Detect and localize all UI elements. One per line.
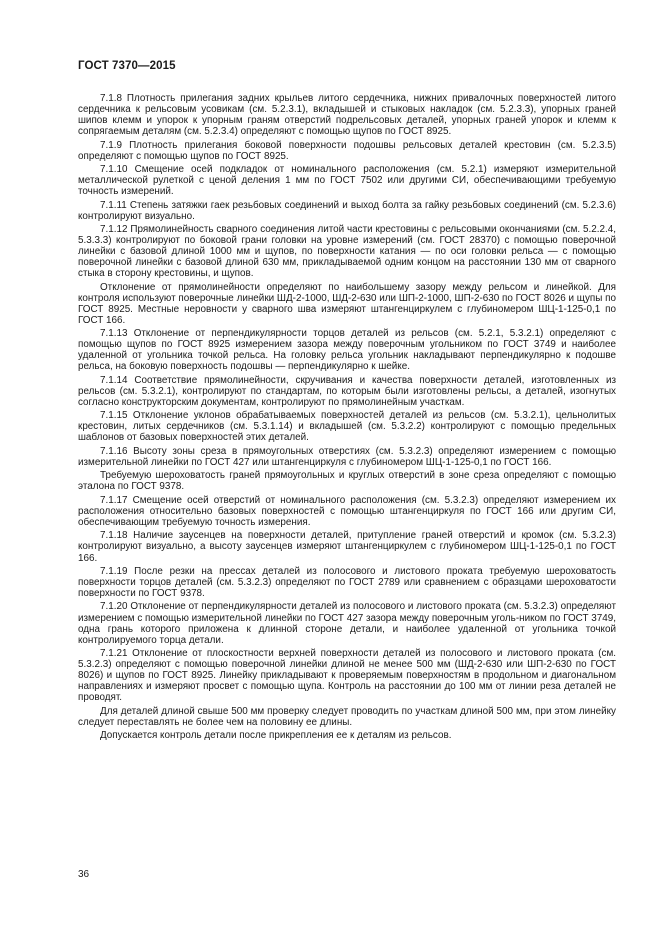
paragraph-7-1-18: 7.1.18 Наличие заусенцев на поверхности деталей, притупление граней отверстий и кромок (см. 5.3.2.3) контролируют визуально, а высоту заусенцев измеряют штангенциркулем с глубиномером ШЦ-1-125-0,1 по ГОСТ 166. [78, 530, 616, 564]
paragraph-7-1-8: 7.1.8 Плотность прилегания задних крыльев литого сердечника, нижних привалочных поверхностей литого сердечника к рельсовым усовикам (см. 5.2.3.1), вкладышей и стыковых накладок (см. 5.2.3.3), упорных граней шипов клемм и упорок к упорным граням отверстий подрельсовых деталей, упорных граней упорок и клемм к сопрягаемым деталям (см. 5.2.3.4) определяют с помощью щупов по ГОСТ 8925. [78, 93, 616, 138]
document-body [78, 93, 616, 744]
paragraph-7-1-21: 7.1.21 Отклонение от плоскостности верхней поверхности деталей из полосового и листового проката (см. 5.3.2.3) определяют с помощью поверочной линейки длиной не менее 500 мм (ШД-2-630 или ШП-2-630 по ГОСТ 8026) и щупов по ГОСТ 8925. Линейку прикладывают к проверяемым поверхностям в продольном и диагональном направлениях и измеряют просвет с помощью щупа. Контроль на расстоянии до 100 мм от линии реза деталей не проводят. [78, 648, 616, 704]
page-number: 36 [78, 869, 90, 880]
paragraph-7-1-14: 7.1.14 Соответствие прямолинейности, скручивания и качества поверхности деталей, изготовленных из рельсов (см. 5.3.2.1), контролируют по стандартам, по которым были изготовлены рельсы, а деталей, изогнутых согласно конструкторским документам, контролируют по прямолинейным участкам. [78, 374, 616, 408]
paragraph-7-1-12-continuation: Отклонение от прямолинейности определяют по наибольшему зазору между рельсом и линейкой. Для контроля используют поверочные линейки ШД-2-1000, ШД-2-630 или ШП-2-1000, ШП-2-630 по ГОСТ 8026 и щупы по ГОСТ 8925. Местные неровности у сварного шва измеряют штангенциркулем с глубиномером ШЦ-1-125-0,1 по ГОСТ 166. [78, 281, 616, 326]
document-header: ГОСТ 7370—2015 [78, 60, 176, 72]
paragraph-7-1-17: 7.1.17 Смещение осей отверстий от номинального расположения (см. 5.3.2.3) определяют измерением их расположения относительно базовых поверхностей с помощью штангенциркуля по ГОСТ 166 или другим СИ, обеспечивающим требуемую точность измерения. [78, 494, 616, 528]
paragraph-7-1-10: 7.1.10 Смещение осей подкладок от номинального расположения (см. 5.2.1) измеряют измерительной металлической рулеткой с ценой деления 1 мм по ГОСТ 7502 или другими СИ, обеспечивающими требуемую точность измерений. [78, 164, 616, 198]
paragraph-7-1-12: 7.1.12 Прямолинейность сварного соединения литой части крестовины с рельсовыми окончаниями (см. 5.2.2.4, 5.3.3.3) контролируют по боковой грани головки на уровне измерений (см. ГОСТ 28370) с помощью поверочной линейки с базовой длиной 1000 мм и щупов, по поверхности катания — по оси головки рельса — с помощью поверочной линейки с базовой длиной 630 мм, прикладываемой одним концом на расстоянии 130 мм от сварного стыка в сторону крестовины, и щупов. [78, 224, 616, 280]
paragraph-7-1-20: 7.1.20 Отклонение от перпендикулярности деталей из полосового и листового проката (см. 5.3.2.3) определяют измерением с помощью измерительной линейки по ГОСТ 427 зазора между поверочным уголь-ником по ГОСТ 3749, одна грань которого приложена к длинной стороне детали, и наиболее удаленной от угольника точкой контролируемого торца детали. [78, 601, 616, 646]
paragraph-7-1-21-continuation-2: Допускается контроль детали после прикрепления ее к деталям из рельсов. [100, 730, 452, 742]
paragraph-7-1-15: 7.1.15 Отклонение уклонов обрабатываемых поверхностей деталей из рельсов (см. 5.3.2.1), цельнолитых крестовин, литых сердечников (см. 5.3.1.14) и вкладышей (см. 5.3.2.2) контролируют с помощью предельных шаблонов от базовых поверхностей этих деталей. [78, 410, 616, 444]
paragraph-7-1-16-continuation: Требуемую шероховатость граней прямоугольных и круглых отверстий в зоне среза определяют с помощью эталона по ГОСТ 9378. [78, 470, 616, 493]
paragraph-7-1-19: 7.1.19 После резки на прессах деталей из полосового и листового проката требуемую шероховатость поверхности торцов деталей (см. 5.3.2.3) определяют по ГОСТ 2789 или сравнением с образцами шероховатости поверхности по ГОСТ 9378. [78, 565, 616, 600]
paragraph-7-1-11: 7.1.11 Степень затяжки гаек резьбовых соединений и выход болта за гайку резьбовых соединений (см. 5.2.3.6) контролируют визуально. [78, 199, 616, 222]
paragraph-7-1-21-continuation-1: Для деталей длиной свыше 500 мм проверку следует проводить по участкам длиной 500 мм, при этом линейку следует переставлять не более чем на половину ее длины. [78, 705, 616, 728]
paragraph-7-1-13: 7.1.13 Отклонение от перпендикулярности торцов деталей из рельсов (см. 5.2.1, 5.3.2.1) определяют с помощью щупов по ГОСТ 8925 измерением зазора между поверочным угольником по ГОСТ 3749 и наиболее удаленной от угольника точкой рельса. На головку рельса угольник накладывают перпендикулярно к подошве рельса, на боковую поверхность подошвы — перпендикулярно к шейке. [78, 328, 616, 373]
paragraph-7-1-16: 7.1.16 Высоту зоны среза в прямоугольных отверстиях (см. 5.3.2.3) определяют измерением с помощью измерительной линейки по ГОСТ 427 или штангенциркуля с глубиномером ШЦ-1-125-0,1 по ГОСТ 166. [78, 445, 616, 468]
paragraph-7-1-9: 7.1.9 Плотность прилегания боковой поверхности подошвы рельсовых деталей крестовин (см. 5.2.3.5) определяют с помощью щупов по ГОСТ 8925. [78, 139, 616, 162]
